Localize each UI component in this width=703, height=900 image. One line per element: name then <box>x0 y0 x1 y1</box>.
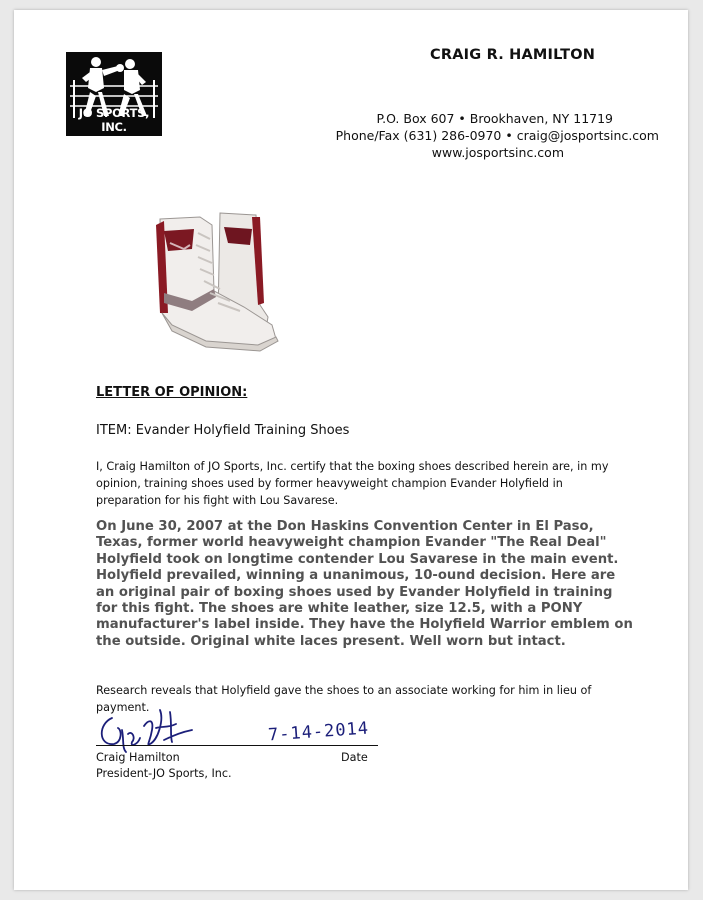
date-label: Date <box>341 751 368 764</box>
item-line: ITEM: Evander Holyfield Training Shoes <box>96 423 350 438</box>
handwritten-date: 7-14-2014 <box>267 718 370 746</box>
logo-text: JO SPORTS, INC. <box>78 106 150 134</box>
jo-sports-logo <box>66 52 162 136</box>
signature-line <box>96 745 378 746</box>
description-paragraph: On June 30, 2007 at the Don Haskins Convention Center in El Paso, Texas, former world heavyweight champion Evander "The Real Deal" Holyfield took on longtime contender Lou Savarese in the main event. Holyfield prevailed, winning a unanimous, 10-ound decision. Here are an original pair of boxing shoes used by Evander Holyfield in training for this fight. The shoes are white leather, size 12.5, with a PONY manufacturer's label inside. They have the Holyfield Warrior emblem on the outside. Original white laces present. Well worn but intact. <box>96 519 633 649</box>
letterhead-address: P.O. Box 607 • Brookhaven, NY 11719 <box>376 111 613 126</box>
handwritten-signature <box>92 700 202 756</box>
letterhead-phone-email: Phone/Fax (631) 286-0970 • craig@josportsinc.com <box>335 128 659 143</box>
signer-title: President-JO Sports, Inc. <box>96 767 232 780</box>
letter-of-opinion-heading: LETTER OF OPINION: <box>96 385 248 400</box>
signer-name: Craig Hamilton <box>96 751 180 764</box>
letterhead-name: CRAIG R. HAMILTON <box>430 47 596 63</box>
certification-paragraph: I, Craig Hamilton of JO Sports, Inc. certify that the boxing shoes described herein are, in my opinion, training shoes used by former heavyweight champion Evander Holyfield in preparation for his fight with Lou Savarese. <box>96 460 609 507</box>
boxing-shoes-photo <box>148 205 283 355</box>
research-paragraph: Research reveals that Holyfield gave the shoes to an associate working for him in lieu of payment. <box>96 684 592 714</box>
letterhead-website: www.josportsinc.com <box>431 145 564 160</box>
